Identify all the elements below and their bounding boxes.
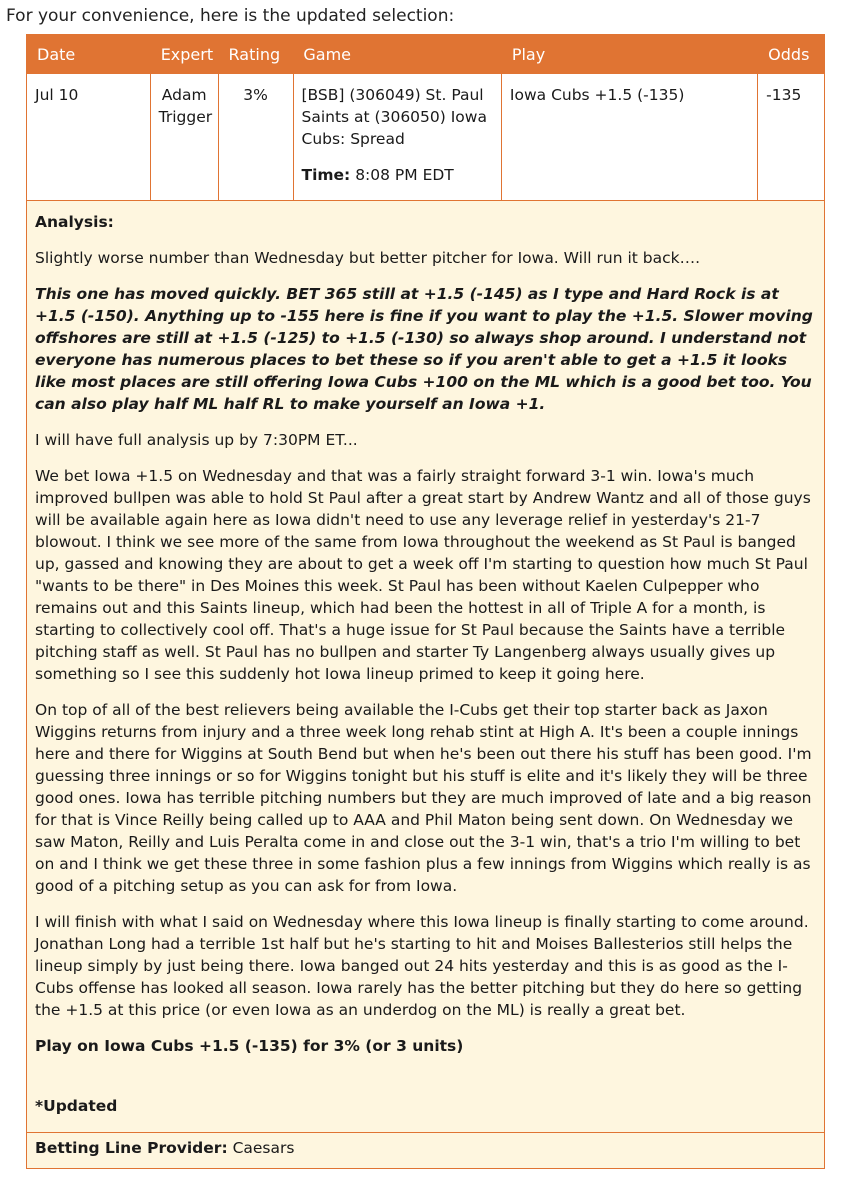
selection-table <box>26 34 825 1169</box>
time-label: Time: <box>301 166 351 184</box>
play-summary: Play on Iowa Cubs +1.5 (-135) for 3% (or 3 units) <box>35 1037 464 1055</box>
game-description: [BSB] (306049) St. Paul Saints at (306050) Iowa Cubs: Spread <box>301 86 487 148</box>
cell-date: Jul 10 <box>27 74 151 200</box>
cell-rating: 3% <box>219 74 294 200</box>
table-header <box>27 35 824 73</box>
analysis-update-paragraph: This one has moved quickly. BET 365 still at +1.5 (-145) as I type and Hard Rock is at +1.5 (-150). Anything up to -155 here is fine if you want to play the +1.5. Slower moving offshores are still at +1.5 (-125) to +1.5 (-130) so always shop around. I understand not everyone has numerous places to bet these so if you aren't able to get a +1.5 it looks like most places are still offering Iowa Cubs +100 on the ML which is a good bet too. You can also play half ML half RL to make yourself an Iowa +1. <box>35 285 813 413</box>
provider-value: Caesars <box>232 1139 295 1157</box>
betting-line-provider <box>27 1132 824 1168</box>
analysis-paragraph: Slightly worse number than Wednesday but better pitcher for Iowa. Will run it back…. <box>35 249 701 267</box>
intro-text: For your convenience, here is the updated selection: <box>6 6 455 26</box>
header-odds: Odds <box>768 44 810 64</box>
cell-odds: -135 <box>766 86 802 104</box>
cell-game <box>294 74 502 200</box>
analysis-paragraph: On top of all of the best relievers being available the I-Cubs get their top starter back as Jaxon Wiggins returns from injury and a three week long rehab stint at High A. It's been a couple innings here and there for Wiggins at South Bend but when he's been out there his stuff has been good. I'm guessing three innings or so for Wiggins tonight but his stuff is elite and it's likely they will be three good ones. Iowa has terrible pitching numbers but they are much improved of late and a big reason for that is Vince Reilly being called up to AAA and Phil Maton being sent down. On Wednesday we saw Maton, Reilly and Luis Peralta come in and close out the 3-1 win, that's a trio I'm willing to bet on and I think we get these three in some fashion plus a few innings from Wiggins which really is as good of a pitching setup as you can ask for from Iowa. <box>35 701 812 895</box>
analysis-section <box>27 200 824 1132</box>
cell-expert: Adam Trigger <box>151 74 219 200</box>
time-value: 8:08 PM EDT <box>355 166 454 184</box>
analysis-paragraph: I will finish with what I said on Wednesday where this Iowa lineup is finally starting to come around. Jonathan Long had a terrible 1st half but he's starting to hit and Moises Ballesterios still helps the lineup simply by just being there. Iowa banged out 24 hits yesterday and this is as good as the I-Cubs offense has looked all season. Iowa rarely has the better pitching but they do here so getting the +1.5 at this price (or even Iowa as an underdog on the ML) is really a great bet. <box>35 913 809 1019</box>
analysis-paragraph: We bet Iowa +1.5 on Wednesday and that was a fairly straight forward 3-1 win. Iowa's much improved bullpen was able to hold St Paul after a great start by Andrew Wantz and all of those guys will be available again here as Iowa didn't need to use any leverage relief in yesterday's 21-7 blowout. I think we see more of the same from Iowa throughout the weekend as St Paul is banged up, gassed and knowing they are about to get a week off I'm starting to question how much St Paul "wants to be there" in Des Moines this week. St Paul has been without Kaelen Culpepper who remains out and this Saints lineup, which had been the hottest in all of Triple A for a month, is starting to collectively cool off. That's a huge issue for St Paul because the Saints have a terrible pitching staff as well. St Paul has no bullpen and starter Ty Langenberg always usually gives up something so I see this suddenly hot Iowa lineup primed to keep it going here. <box>35 467 811 683</box>
updated-note: *Updated <box>35 1097 118 1115</box>
header-rating: Rating <box>228 44 281 64</box>
header-game: Game <box>303 44 351 64</box>
game-time <box>302 164 493 186</box>
analysis-label: Analysis: <box>35 213 114 231</box>
provider-label: Betting Line Provider: <box>35 1139 228 1157</box>
cell-play: Iowa Cubs +1.5 (-135) <box>502 74 758 200</box>
header-date: Date <box>37 44 76 64</box>
table-row <box>27 73 824 200</box>
header-expert: Expert <box>160 44 214 64</box>
analysis-paragraph: I will have full analysis up by 7:30PM ET... <box>35 431 358 449</box>
header-play: Play <box>511 44 546 64</box>
